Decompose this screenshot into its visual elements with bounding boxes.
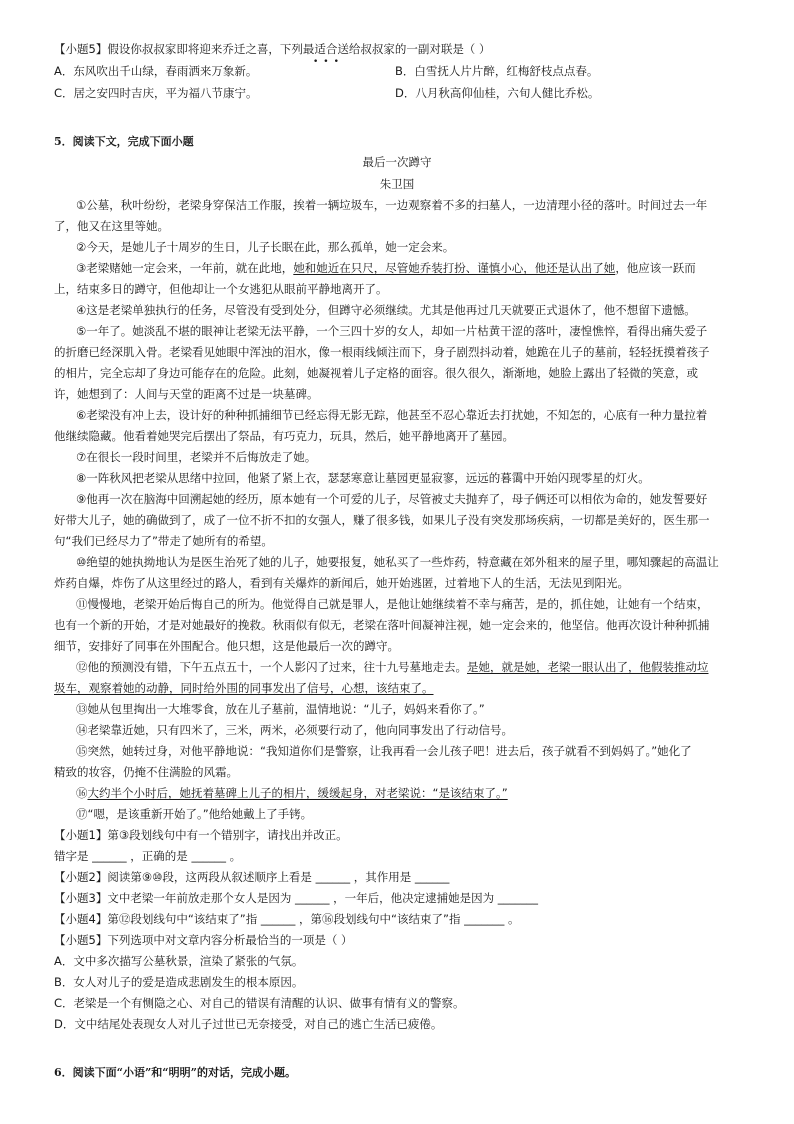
paragraph-line: 句“我们已经尽力了”带走了她所有的希望。 — [54, 534, 273, 548]
q4-option-d: D．八月秋高仰仙桂，六旬人健比乔松。 — [395, 86, 600, 100]
paragraph-line: ⑬她从包里掏出一大堆零食，放在儿子墓前，温情地说：“儿子，妈妈来看你了。” — [76, 702, 485, 716]
sub-question-5-option-c: C．老梁是一个有恻隐之心、对自己的错误有清醒的认识、做事有情有义的警察。 — [54, 996, 465, 1010]
underlined-sentence: 她和她近在只尺，尽管她乔装打扮、谨慎小心，他还是认出了她 — [293, 261, 616, 275]
paragraph-line: ⑩绝望的她执拗地认为是医生治死了她的儿子，她要报复，她私买了一些炸药，特意藏在郊外租来的屋子里，哪知骤起的高温让 — [76, 555, 719, 569]
paragraph-line: ⑰“嗯，是该重新开始了。”他给她戴上了手铐。 — [76, 807, 313, 821]
paragraph-line: ⑯大约半个小时后，她抚着墓碑上儿子的相片，缓缓起身，对老梁说：“是该结束了。” — [76, 786, 508, 800]
article-author: 朱卫国 — [379, 177, 415, 191]
sub-question-1-answer: 错字是 ______ ，正确的是 ______ 。 — [54, 849, 242, 863]
paragraph-line: 也有一个新的开始，才是对她最好的挽救。秋雨似有似无，老梁在落叶间凝神注视，她一定会来的，他坚信。他再次设计种种抓捕 — [54, 618, 710, 632]
paragraph-line: ①公墓，秋叶纷纷，老梁身穿保洁工作服，挨着一辆垃圾车，一边观察着不多的扫墓人，一边清理小径的落叶。时间过去一年 — [76, 198, 708, 212]
paragraph-line: 他继续隐藏。他看着她哭完后摆出了祭品，有巧克力，玩具，然后，她平静地离开了墓园。 — [54, 429, 514, 443]
paragraph-line: 上，结束多日的蹲守，但他却让一个女逃犯从眼前平静地离开了。 — [54, 282, 388, 296]
paragraph-line: ⑤一年了。她淡乱不堪的眼神让老梁无法平静，一个三四十岁的女人，却如一片枯黄干涩的落叶，凄惶憔悴，看得出痛失爱子 — [76, 324, 708, 338]
paragraph-line: ⑥老梁没有冲上去，设计好的种种抓捕细节已经忘得无影无踪，他甚至不忍心靠近去打扰她，不知怎的，心底有一种力量拉着 — [76, 408, 708, 422]
paragraph-line: ⑨他再一次在脑海中回溯起她的经历，原本她有一个可爱的儿子，尽管被丈夫抛弃了，母子俩还可以相依为命的，她发誓要好 — [76, 492, 708, 506]
q4-sub5-stem: 【小题5】假设你叔叔家即将迎来乔迁之喜，下列最适合送给叔叔家的一副对联是（ ） — [54, 42, 491, 56]
sub-question-5-option-a: A．文中多次描写公墓秋景，渲染了紧张的气氛。 — [54, 954, 304, 968]
paragraph-line: ②今天，是她儿子十周岁的生日，儿子长眠在此，那么孤单，她一定会来。 — [76, 240, 455, 254]
paragraph-line: 好带大儿子，她的确做到了，成了一位不折不扣的女强人，赚了很多钱，如果儿子没有突发那场疾病，一切都是美好的，医生那一 — [54, 513, 710, 527]
sub-question-1: 【小题1】第③段划线句中有一个错别字，请找出并改正。 — [54, 828, 348, 842]
paragraph-line: 细节，安排好了同事在外围配合。他只想，这是他最后一次的蹲守。 — [54, 639, 399, 653]
paragraph-line: ⑮突然，她转过身，对他平静地说：“我知道你们是警察，让我再看一会儿孩子吧！进去后，孩子就看不到妈妈了。”她化了 — [76, 744, 692, 758]
question-5-heading: 5．阅读下文，完成下面小题 — [54, 135, 194, 148]
sub-question-5-option-b: B．女人对儿子的爱是造成悲剧发生的根本原因。 — [54, 975, 304, 989]
paragraph-line: ⑪慢慢地，老梁开始后悔自己的所为。他觉得自己就是罪人，是他让她继续着不幸与痛苦，是的，抓住她，让她有一个结束， — [76, 597, 709, 611]
sub-question-5: 【小题5】下列选项中对文章内容分析最恰当的一项是（ ） — [54, 933, 353, 947]
paragraph-line: 炸药自爆，炸伤了从这里经过的路人，看到有关爆炸的新闻后，她开始逃匿，过着地下人的生活，无法见到阳光。 — [54, 576, 629, 590]
q4-option-c: C．居之安四时吉庆，平为福八节康宁。 — [54, 86, 258, 100]
paragraph-line: ④这是老梁单独执行的任务，尽管没有受到处分，但蹲守必须继续。尤其是他再过几天就要正式退休了，他不想留下遗憾。 — [76, 303, 696, 317]
sub-question-3: 【小题3】文中老梁一年前放走那个女人是因为 ______ ，一年后，他决定逮捕她是因为 _______ — [54, 891, 539, 905]
underlined-sentence: 大约半个小时后，她抚着墓碑上儿子的相片，缓缓起身，对老梁说：“是该结束了。” — [87, 786, 508, 800]
paragraph-line: 许，她想到了：人间与天堂的距离不过是一块墓碑。 — [54, 387, 319, 401]
paragraph-line: ③老梁赌她一定会来，一年前，就在此地，她和她近在只尺，尽管她乔装打扮、谨慎小心，他还是认出了她，他应该一跃而 — [76, 261, 696, 275]
sub-question-2: 【小题2】阅读第⑨⑩段，这两段从叙述顺序上看是 ______ ，其作用是 ______ — [54, 870, 450, 884]
emphasis-dots: ••• — [313, 57, 344, 67]
paragraph-line: 了，他又在这里等她。 — [54, 219, 169, 233]
article-title: 最后一次蹲守 — [362, 155, 432, 169]
paragraph-line: 的折磨已经深肌入骨。老梁看见她眼中浑浊的泪水，像一根雨线倾注而下，身子剧烈抖动着，她跪在儿子的墓前，轻轻抚摸着孩子 — [54, 345, 710, 359]
underlined-sentence: 是她，就是她，老梁一眼认出了，他假装推动垃 — [467, 660, 709, 674]
q4-option-b: B．白雪抚人片片醉，红梅舒枝点点春。 — [395, 64, 599, 78]
paragraph-line: ⑫他的预测没有错，下午五点五十，一个人影闪了过来，往十九号墓地走去。是她，就是她，老梁一眼认出了，他假装推动垃 — [76, 660, 709, 674]
paragraph-line: ⑦在很长一段时间里，老梁并不后悔放走了她。 — [76, 450, 317, 464]
paragraph-line: 精致的妆容，仍掩不住满脸的风霜。 — [54, 765, 238, 779]
question-6-heading: 6．阅读下面“小语”和“明明”的对话，完成小题。 — [54, 1066, 296, 1079]
sub-question-5-option-d: D．文中结尾处表现女人对儿子过世已无奈接受，对自己的逃亡生活已疲倦。 — [54, 1017, 443, 1031]
q4-option-a: A．东风吹出千山绿，春雨洒来万象新。 — [54, 64, 258, 78]
paragraph-line: 的相片，完全忘却了身边可能存在的危险。此刻，她凝视着儿子定格的面容。很久很久，渐渐地，她脸上露出了轻微的笑意，或 — [54, 366, 698, 380]
paragraph-line: ⑧一阵秋风把老梁从思绪中拉回，他紧了紧上衣，瑟瑟寒意让墓园更显寂寥，远远的暮霭中开始闪现零星的灯火。 — [76, 471, 650, 485]
underlined-sentence: 圾车，观察着她的动静，同时给外围的同事发出了信号，心想，该结束了。 — [54, 681, 434, 695]
sub-question-4: 【小题4】第⑫段划线句中“该结束了”指 ______ ，第⑯段划线句中“该结束了”指 _______ 。 — [54, 912, 520, 926]
paragraph-line: ⑭老梁靠近她，只有四米了，三米，两米，必须要行动了，他向同事发出了行动信号。 — [76, 723, 513, 737]
